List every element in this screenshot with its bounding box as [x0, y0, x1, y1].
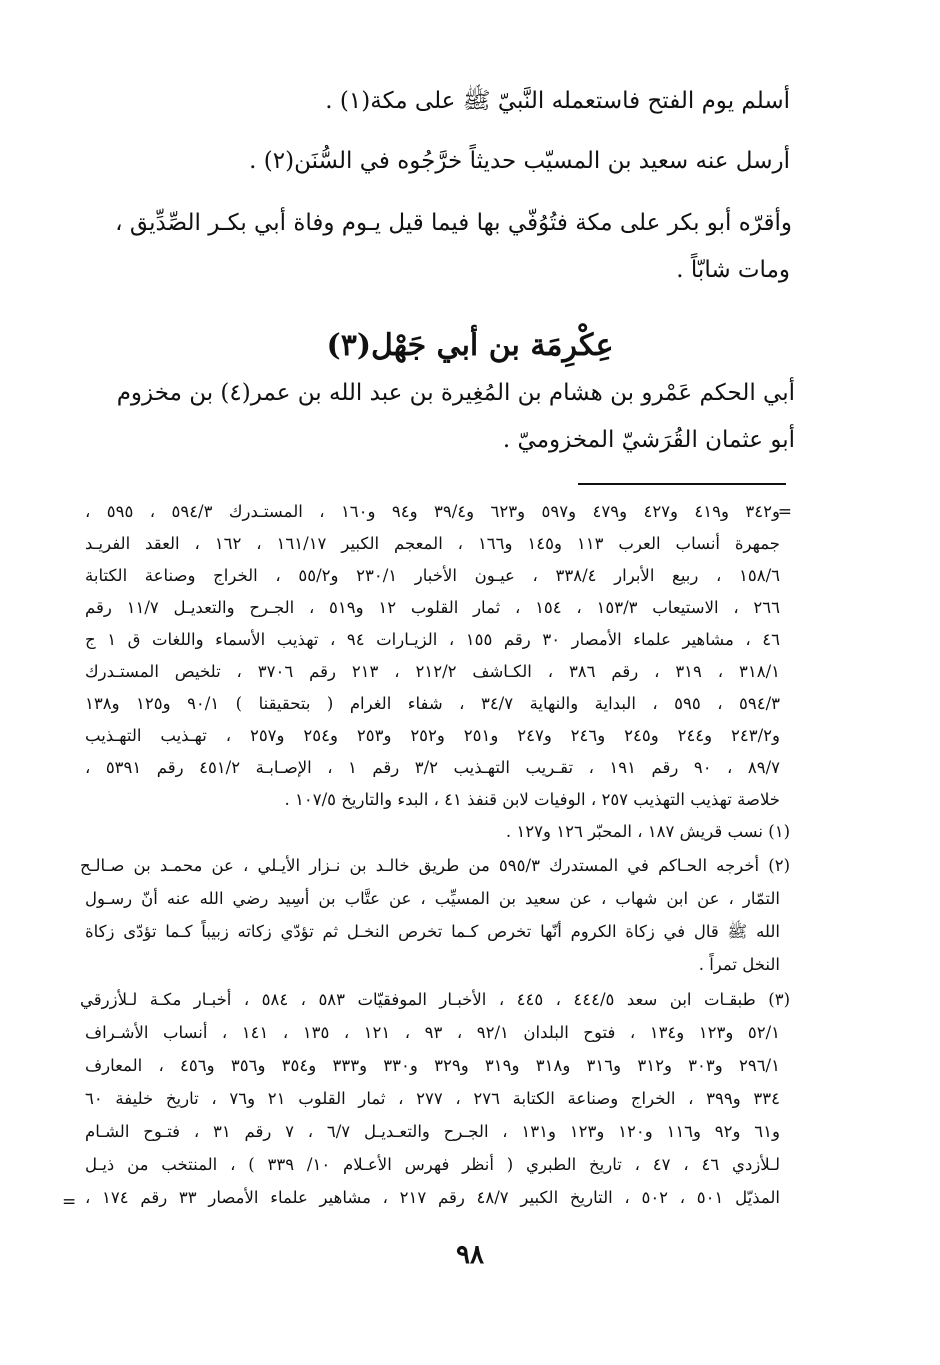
footnote-2-line: النخل تمراً .: [698, 955, 780, 974]
footnote-divider: [578, 483, 786, 485]
footnote-continuation-line: و٣٤٢ و٤١٩ و٤٢٧ و٤٧٩ و٥٩٧ و٦٢٣ و٣٩/٤ و٩٤ و١٦٠ ، المستـدرك ٥٩٤/٣ ، ٥٩٥ ،: [85, 502, 780, 521]
footnote-3-line: و٦١ و٩٢ و١١٦ و١٢٠ و١٢٣ و١٣١ ، الجـرح والتعـديـل ٦/٧ ، ٧ رقم ٣١ ، فتـوح الشـام: [85, 1122, 780, 1141]
body-line-1: أسلم يوم الفتح فاستعمله النَّبيّ ﷺ على مكة(١) .: [325, 88, 790, 114]
footnote-3-line: لـلأزدي ٤٦ ، ٤٧ ، تاريخ الطبري ( أنظر فهرس الأعـلام ١٠/ ٣٣٩ ) ، المنتخب من ذيـل: [85, 1155, 780, 1174]
footnote-2-line: (٢) أخرجه الحـاكم في المستدرك ٥٩٥/٣ من طريق خالـد بن نـزار الأيـلي ، عن محمـد بن صـالـح: [80, 856, 790, 875]
footnote-continuation-line: ١٥٨/٦ ، ربيع الأبرار ٣٣٨/٤ ، عيـون الأخبار ٢٣٠/١ و٥٥/٢ ، الخراج وصناعة الكتابة: [85, 566, 780, 585]
footnote-continuation-line: ٨٩/٧ ، ٩٠ رقم ١٩١ ، تقـريب التهـذيب ٣/٢ رقم ١ ، الإصـابـة ٤٥١/٢ رقم ٥٣٩١ ،: [85, 758, 781, 777]
continuation-marker-end: =: [62, 1192, 77, 1212]
footnote-continuation-line: خلاصة تهذيب التهذيب ٢٥٧ ، الوفيات لابن قنفذ ٤١ ، البدء والتاريخ ١٠٧/٥ .: [284, 790, 780, 809]
footnote-3-line: (٣) طبقـات ابن سعد ٤٤٤/٥ ، ٤٤٥ ، الأخبـار الموفقيّات ٥٨٣ ، ٥٨٤ ، أخبـار مكـة لـلأزرقي: [80, 990, 790, 1009]
footnote-continuation-line: و٢٤٣/٢ و٢٤٤ و٢٤٥ و٢٤٦ و٢٤٧ و٢٥١ و٢٥٢ و٢٥٣ و٢٥٤ و٢٥٧ ، تهـذيب التهـذيب: [85, 726, 781, 745]
footnote-continuation-line: جمهرة أنساب العرب ١١٣ و١٤٥ و١٦٦ ، المعجم الكبير ١٦١/١٧ ، ١٦٢ ، العقد الفريـد: [85, 534, 780, 553]
page-number: ٩٨: [456, 1240, 484, 1270]
section-line-2: أبو عثمان القُرَشيّ المخزوميّ .: [502, 427, 795, 453]
footnote-1: (١) نسب قريش ١٨٧ ، المحبّر ١٢٦ و١٢٧ .: [505, 822, 790, 841]
footnote-3-line: ٥٢/١ و١٢٣ و١٣٤ ، فتوح البلدان ٩٢/١ ، ٩٣ ، ١٢١ ، ١٣٥ ، ١٤١ ، أنساب الأشـراف: [85, 1023, 781, 1042]
footnote-continuation-line: ٢٦٦ ، الاستيعاب ١٥٣/٣ ، ١٥٤ ، ثمار القلوب ١٢ و٥١٩ ، الجـرح والتعديـل ١١/٧ رقم: [85, 598, 780, 617]
continuation-marker: =: [777, 502, 792, 522]
footnote-3-line: ٣٣٤ و٣٩٩ ، الخراج وصناعة الكتابة ٢٧٦ ، ٢٧٧ ، ثمار القلوب ٢١ و٧٦ ، تاريخ خليفة ٦٠: [85, 1089, 780, 1108]
footnote-2-line: التمّار ، عن ابن شهاب ، عن سعيد بن المسيِّب ، عن عتَّاب بن أسِيد رضي الله عنه أنّ رسـول: [85, 889, 780, 908]
body-line-3: وأقرّه أبو بكر على مكة فتُوُفّي بها فيما قيل يـوم وفاة أبي بكـر الصِّدِّيق ،: [115, 210, 792, 236]
body-line-4: ومات شابّاً .: [676, 257, 790, 283]
footnote-2-line: الله ﷺ قال في زكاة الكروم أنّها تخرص كـما تخرص النخـل ثم تؤدّي زكاته زبيباً كـما تؤدّى زكاة: [85, 922, 780, 941]
section-heading: عِكْرِمَة بن أبي جَهْل(٣): [326, 328, 614, 363]
footnote-continuation-line: ٥٩٤/٣ ، ٥٩٥ ، البداية والنهاية ٣٤/٧ ، شفاء الغرام ( بتحقيقنا ) ٩٠/١ و١٢٥ و١٣٨: [85, 694, 781, 713]
body-line-2: أرسل عنه سعيد بن المسيّب حديثاً خرَّجُوه في السُّنَن(٢) .: [249, 148, 790, 174]
footnote-continuation-line: ٣١٨/١ ، ٣١٩ ، رقم ٣٨٦ ، الكـاشف ٢١٢/٢ ، ٢١٣ رقم ٣٧٠٦ ، تلخيص المستـدرك: [85, 662, 780, 681]
footnote-3-line: ٢٩٦/١ و٣٠٣ و٣١٢ و٣١٦ و٣١٨ و٣١٩ و٣٢٩ و٣٣٠ و٣٣٣ و٣٥٤ و٣٥٦ و٤٥٦ ، المعارف: [85, 1056, 780, 1075]
footnote-continuation-line: ٤٦ ، مشاهير علماء الأمصار ٣٠ رقم ١٥٥ ، الزيـارات ٩٤ ، تهذيب الأسماء واللغات ق ١ ج: [85, 630, 780, 649]
footnote-3-line: المذيّل ٥٠١ ، ٥٠٢ ، التاريخ الكبير ٤٨/٧ رقم ٢١٧ ، مشاهير علماء الأمصار ٣٣ رقم ١٧٤ ،: [85, 1188, 780, 1207]
section-line-1: أبي الحكم عَمْرو بن هشام بن المُغِيرة بن عبد الله بن عمر(٤) بن مخزوم: [116, 380, 795, 406]
